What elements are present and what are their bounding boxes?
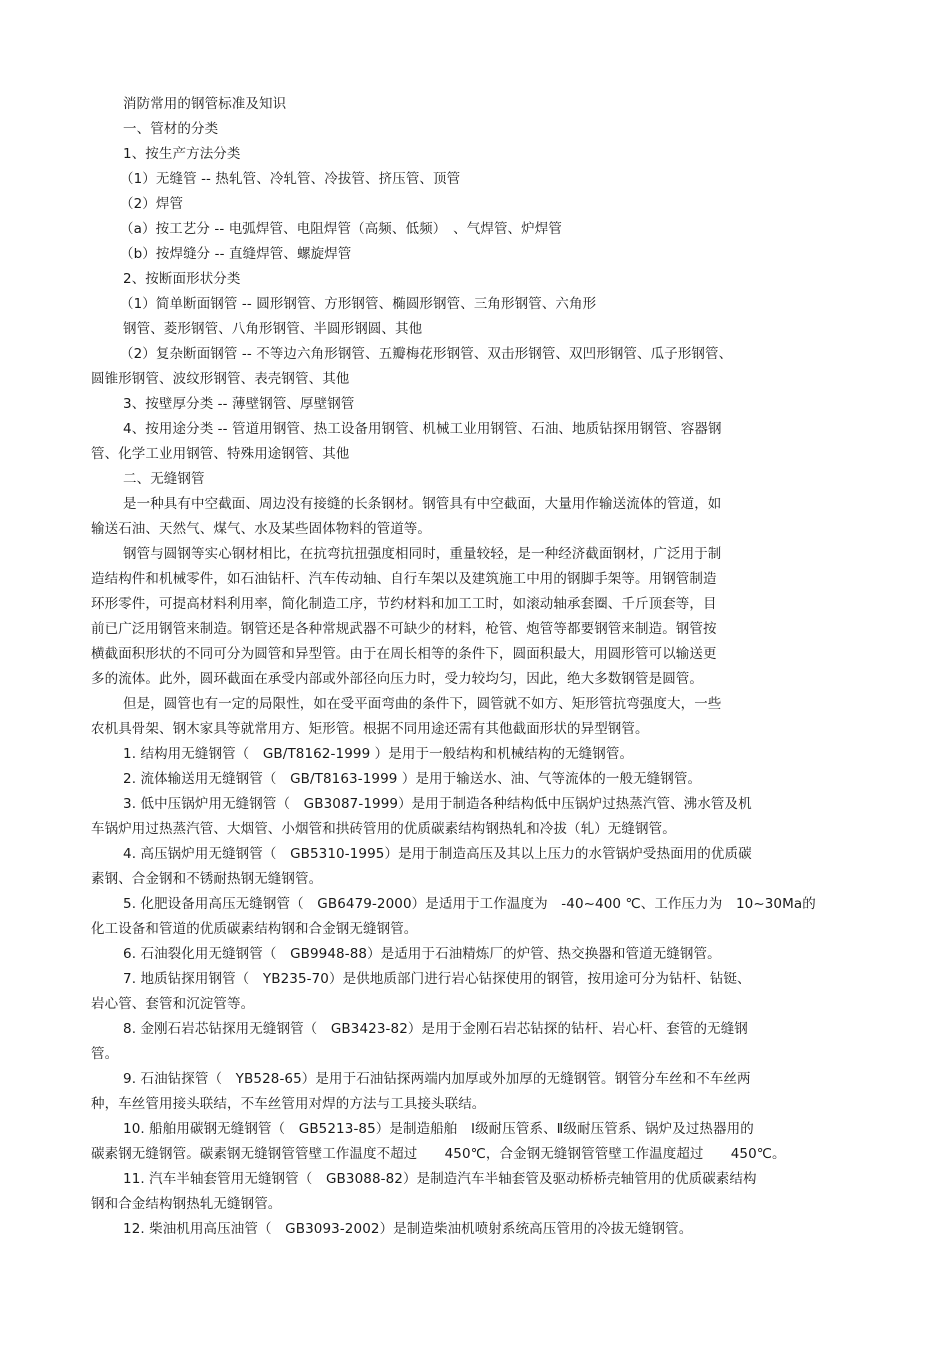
text-line: 圆锥形钢管、波纹形钢管、表壳钢管、其他 bbox=[91, 371, 350, 387]
standard-item-continued: 钢和合金结构钢热轧无缝钢管。 bbox=[91, 1196, 282, 1212]
text-line: （a）按工艺分 -- 电弧焊管、电阻焊管（高频、低频） 、气焊管、炉焊管 bbox=[120, 221, 562, 237]
subsection-heading: 1、按生产方法分类 bbox=[123, 146, 241, 162]
standard-item: 11. 汽车半轴套管用无缝钢管（ GB3088-82）是制造汽车半轴套管及驱动桥桥壳轴管用的优质碳素结构 bbox=[123, 1171, 757, 1187]
text-line: 管、化学工业用钢管、特殊用途钢管、其他 bbox=[91, 446, 350, 462]
section-heading: 二、无缝钢管 bbox=[123, 471, 205, 487]
paragraph-line: 输送石油、天然气、煤气、水及某些固体物料的管道等。 bbox=[91, 521, 431, 537]
subsection-heading: 4、按用途分类 -- 管道用钢管、热工设备用钢管、机械工业用钢管、石油、地质钻探用钢管、容器钢 bbox=[123, 421, 722, 437]
subsection-heading: 2、按断面形状分类 bbox=[123, 271, 241, 287]
text-line: （2）焊管 bbox=[120, 196, 184, 212]
paragraph-line: 农机具骨架、钢木家具等就常用方、矩形管。根据不同用途还需有其他截面形状的异型钢管。 bbox=[91, 721, 649, 737]
text-line: （2）复杂断面钢管 -- 不等边六角形钢管、五瓣梅花形钢管、双击形钢管、双凹形钢管、瓜子形钢管、 bbox=[120, 346, 733, 362]
document-title: 消防常用的钢管标准及知识 bbox=[123, 96, 287, 112]
paragraph-line: 环形零件，可提高材料利用率，简化制造工序，节约材料和加工工时，如滚动轴承套圈、千斤顶套等，目 bbox=[91, 596, 717, 612]
standard-item: 6. 石油裂化用无缝钢管（ GB9948-88）是适用于石油精炼厂的炉管、热交换器和管道无缝钢管。 bbox=[123, 946, 721, 962]
standard-item: 9. 石油钻探管（ YB528-65）是用于石油钻探两端内加厚或外加厚的无缝钢管。钢管分车丝和不车丝两 bbox=[123, 1071, 751, 1087]
standard-item: 7. 地质钻探用钢管（ YB235-70）是供地质部门进行岩心钻探使用的钢管，按用途可分为钻杆、钻铤、 bbox=[123, 971, 751, 987]
paragraph-line: 造结构件和机械零件，如石油钻杆、汽车传动轴、自行车架以及建筑施工中用的钢脚手架等。用钢管制造 bbox=[91, 571, 717, 587]
standard-item-continued: 化工设备和管道的优质碳素结构钢和合金钢无缝钢管。 bbox=[91, 921, 418, 937]
standard-item: 8. 金刚石岩芯钻探用无缝钢管（ GB3423-82）是用于金刚石岩芯钻探的钻杆、岩心杆、套管的无缝钢 bbox=[123, 1021, 748, 1037]
section-heading: 一、管材的分类 bbox=[123, 121, 219, 137]
paragraph-line: 但是，圆管也有一定的局限性，如在受平面弯曲的条件下，圆管就不如方、矩形管抗弯强度大，一些 bbox=[123, 696, 722, 712]
paragraph-line: 是一种具有中空截面、周边没有接缝的长条钢材。钢管具有中空截面，大量用作输送流体的管道，如 bbox=[123, 496, 722, 512]
text-line: （1）无缝管 -- 热轧管、冷轧管、冷拔管、挤压管、顶管 bbox=[120, 171, 461, 187]
text-line: （1）简单断面钢管 -- 圆形钢管、方形钢管、椭圆形钢管、三角形钢管、六角形 bbox=[120, 296, 597, 312]
subsection-heading: 3、按壁厚分类 -- 薄壁钢管、厚壁钢管 bbox=[123, 396, 355, 412]
standard-item: 5. 化肥设备用高压无缝钢管（ GB6479-2000）是适用于工作温度为 -40~400 ℃、工作压力为 10~30Ma的 bbox=[123, 896, 816, 912]
standard-item: 2. 流体输送用无缝钢管（ GB/T8163-1999 ）是用于输送水、油、气等流体的一般无缝钢管。 bbox=[123, 771, 702, 787]
standard-item: 3. 低中压锅炉用无缝钢管（ GB3087-1999）是用于制造各种结构低中压锅炉过热蒸汽管、沸水管及机 bbox=[123, 796, 752, 812]
standard-item: 12. 柴油机用高压油管（ GB3093-2002）是制造柴油机喷射系统高压管用的冷拔无缝钢管。 bbox=[123, 1221, 693, 1237]
standard-item: 1. 结构用无缝钢管（ GB/T8162-1999 ）是用于一般结构和机械结构的无缝钢管。 bbox=[123, 746, 634, 762]
standard-item: 4. 高压锅炉用无缝钢管（ GB5310-1995）是用于制造高压及其以上压力的水管锅炉受热面用的优质碳 bbox=[123, 846, 752, 862]
text-line: 钢管、菱形钢管、八角形钢管、半圆形钢圆、其他 bbox=[123, 321, 423, 337]
standard-item-continued: 素钢、合金钢和不锈耐热钢无缝钢管。 bbox=[91, 871, 323, 887]
paragraph-line: 钢管与圆钢等实心钢材相比，在抗弯抗扭强度相同时，重量较轻，是一种经济截面钢材，广泛用于制 bbox=[123, 546, 722, 562]
paragraph-line: 横截面积形状的不同可分为圆管和异型管。由于在周长相等的条件下，圆面积最大，用圆形管可以输送更 bbox=[91, 646, 717, 662]
standard-item-continued: 种，车丝管用接头联结，不车丝管用对焊的方法与工具接头联结。 bbox=[91, 1096, 486, 1112]
standard-item-continued: 管。 bbox=[91, 1046, 119, 1062]
standard-item-continued: 车锅炉用过热蒸汽管、大烟管、小烟管和拱砖管用的优质碳素结构钢热轧和冷拔（轧）无缝钢管。 bbox=[91, 821, 676, 837]
standard-item-continued: 碳素钢无缝钢管。碳素钢无缝钢管管壁工作温度不超过 450℃，合金钢无缝钢管管壁工作温度超过 450℃。 bbox=[91, 1146, 786, 1162]
standard-item-continued: 岩心管、套管和沉淀管等。 bbox=[91, 996, 255, 1012]
paragraph-line: 前已广泛用钢管来制造。钢管还是各种常规武器不可缺少的材料，枪管、炮管等都要钢管来制造。钢管按 bbox=[91, 621, 717, 637]
text-line: （b）按焊缝分 -- 直缝焊管、螺旋焊管 bbox=[120, 246, 352, 262]
standard-item: 10. 船舶用碳钢无缝钢管（ GB5213-85）是制造船舶 Ⅰ级耐压管系、Ⅱ级耐压管系、锅炉及过热器用的 bbox=[123, 1121, 754, 1137]
paragraph-line: 多的流体。此外，圆环截面在承受内部或外部径向压力时，受力较均匀，因此，绝大多数钢管是圆管。 bbox=[91, 671, 703, 687]
